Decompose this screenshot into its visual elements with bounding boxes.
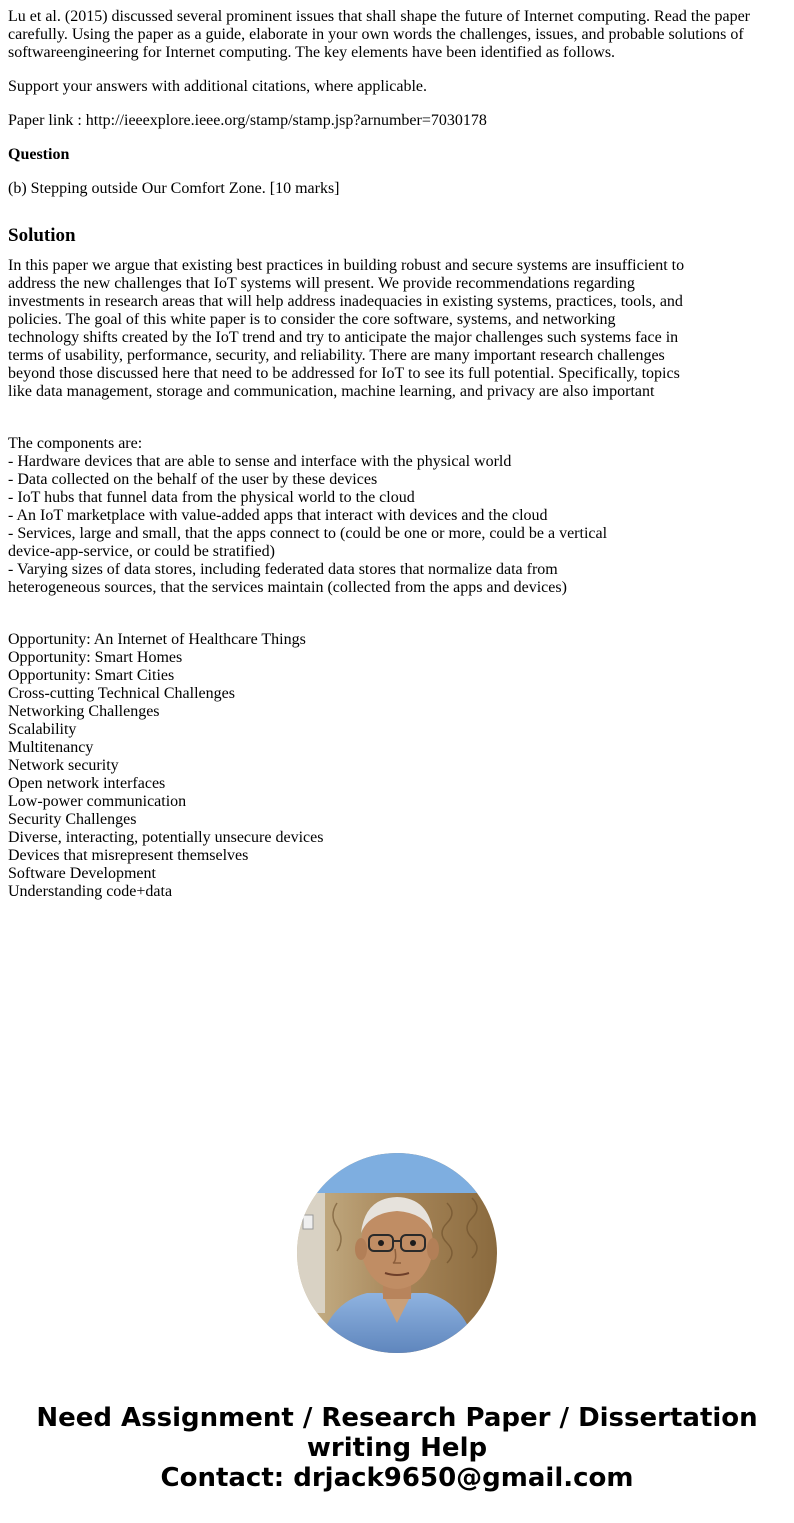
topic-item: Network security: [8, 757, 119, 774]
paper-link: Paper link : http://ieeexplore.ieee.org/stamp/stamp.jsp?arnumber=7030178: [8, 112, 487, 129]
topic-item: Software Development: [8, 865, 156, 882]
promo-line-1: Need Assignment / Research Paper / Dissertation: [36, 1403, 758, 1433]
topic-item: Networking Challenges: [8, 703, 160, 720]
topic-item: Opportunity: Smart Cities: [8, 667, 175, 684]
solution-body: [8, 257, 698, 401]
question-label: Question: [8, 146, 70, 163]
support-note: Support your answers with additional citations, where applicable.: [8, 78, 428, 95]
document-content: [8, 8, 786, 900]
topic-item: Low-power communication: [8, 793, 187, 810]
promo-line-2: writing Help: [306, 1433, 488, 1463]
promo-banner: [0, 1403, 794, 1493]
solution-heading: Solution: [8, 225, 76, 246]
topic-item: Diverse, interacting, potentially unsecure devices: [8, 829, 324, 846]
promo-contact: Contact: drjack9650@gmail.com: [160, 1463, 634, 1493]
author-avatar: [297, 1153, 497, 1353]
avatar-portrait: [297, 1153, 497, 1353]
question-text: (b) Stepping outside Our Comfort Zone. [10 marks]: [8, 180, 340, 197]
topic-item: Cross-cutting Technical Challenges: [8, 685, 235, 702]
intro-paragraph: Lu et al. (2015) discussed several prominent issues that shall shape the future of Internet computing. Read the paper carefully. Using the paper as a guide, elaborate in your own words the challenges, issues, and probable solutions of softwareengineering for Internet computing. The key elements have been identified as follows.: [8, 8, 751, 61]
topic-item: Devices that misrepresent themselves: [8, 847, 249, 864]
topic-item: Opportunity: An Internet of Healthcare Things: [8, 631, 306, 648]
topic-item: Scalability: [8, 721, 77, 738]
topic-item: Multitenancy: [8, 739, 94, 756]
components-list: The components are: - Hardware devices that are able to sense and interface with the physical world - Data collected on the behalf of the user by these devices - IoT hubs that funnel data from the physical world to the cloud - An IoT marketplace with value-added apps that interact with devices and the cloud - Services, large and small, that the apps connect to (could be one or more, could be a vertical device-app-service, or could be stratified) - Varying sizes of data stores, including federated data stores that normalize data from heterogeneous sources, that the services maintain (collected from the apps and devices): [8, 435, 608, 596]
topic-item: Understanding code+data: [8, 883, 173, 900]
topic-item: Security Challenges: [8, 811, 137, 828]
solution-paragraph: In this paper we argue that existing best practices in building robust and secure systems are insufficient to address the new challenges that IoT systems will present. We provide recommendations regarding investments in research areas that will help address inadequacies in existing systems, practices, tools, and policies. The goal of this white paper is to consider the core software, systems, and networking technology shifts created by the IoT trend and try to anticipate the major challenges such systems face in terms of usability, performance, security, and reliability. There are many important research challenges beyond those discussed here that need to be addressed for IoT to see its full potential. Specifically, topics like data management, storage and communication, machine learning, and privacy are also important: [8, 257, 685, 400]
topics-list: [8, 631, 708, 901]
topic-item: Opportunity: Smart Homes: [8, 649, 183, 666]
topic-item: Open network interfaces: [8, 775, 166, 792]
